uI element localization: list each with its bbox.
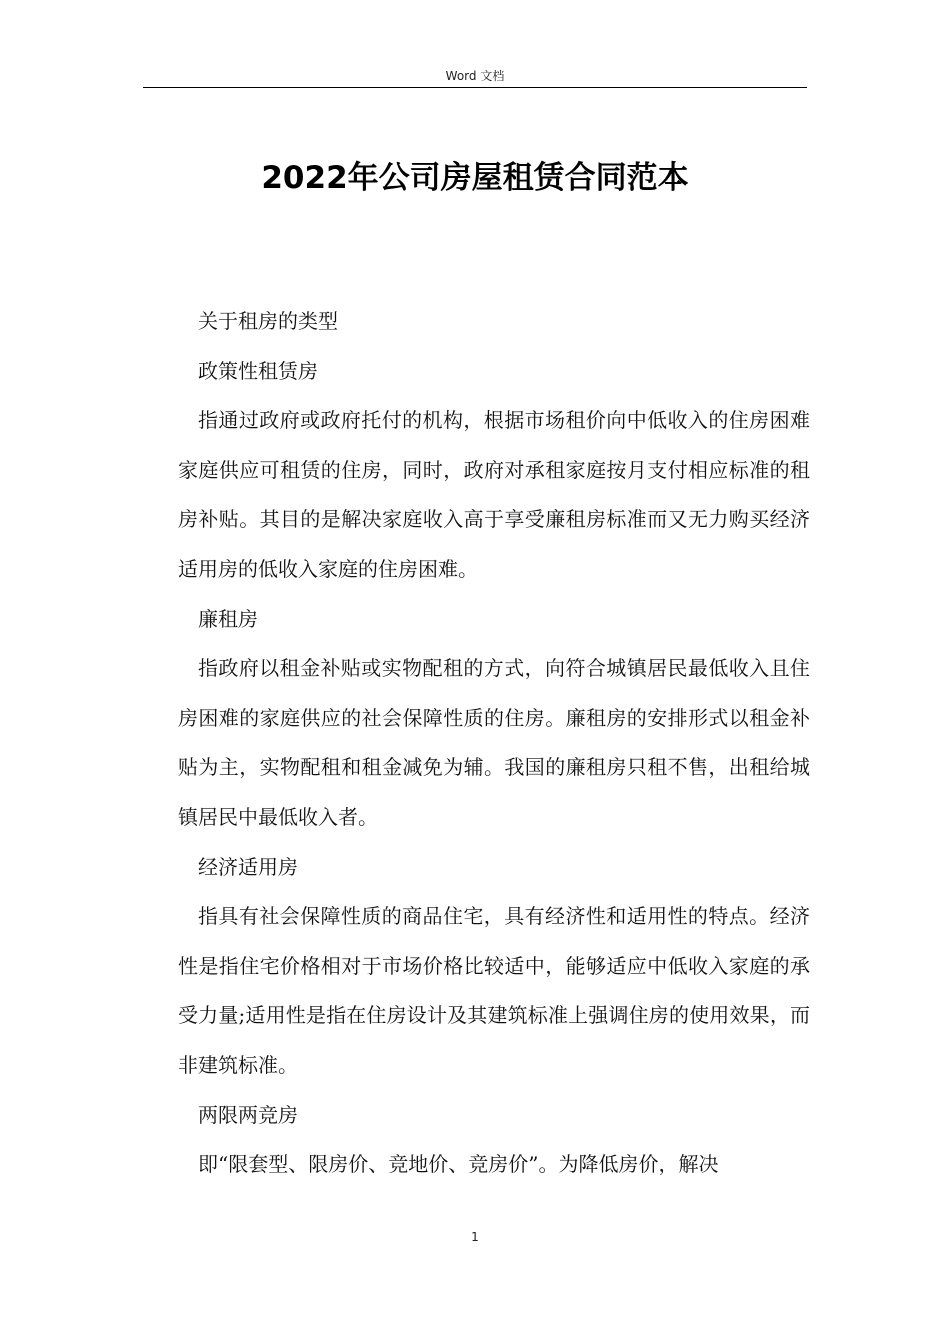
paragraph-low-rent-definition: 指政府以租金补贴或实物配租的方式，向符合城镇居民最低收入且住房困难的家庭供应的社会保障性质的住房。廉租房的安排形式以租金补贴为主，实物配租和租金减免为辅。我国的廉租房只租不售，出租给城镇居民中最低收入者。 [178, 656, 810, 829]
paragraph-subheading-low-rent: 廉租房 [198, 606, 258, 631]
paragraph-policy-rental-definition: 指通过政府或政府托付的机构，根据市场租价向中低收入的住房困难家庭供应可租赁的住房，同时，政府对承租家庭按月支付相应标准的租房补贴。其目的是解决家庭收入高于享受廉租房标准而又无力购买经济适用房的低收入家庭的住房困难。 [178, 408, 810, 581]
document-body [178, 297, 810, 1190]
paragraph-subheading-policy-rental: 政策性租赁房 [198, 358, 318, 383]
page-number: 1 [471, 1230, 479, 1244]
paragraph-section-heading: 关于租房的类型 [198, 309, 338, 333]
paragraph-affordable-definition: 指具有社会保障性质的商品住宅，具有经济性和适用性的特点。经济性是指住宅价格相对于市场价格比较适中，能够适应中低收入家庭的承受力量;适用性是指在住房设计及其建筑标准上强调住房的使用效果，而非建筑标准。 [178, 904, 810, 1077]
page-header-label: Word 文档 [445, 69, 505, 83]
paragraph-subheading-affordable: 经济适用房 [198, 854, 298, 879]
paragraph-two-limit-definition: 即“限套型、限房价、竞地价、竞房价”。为降低房价，解决 [198, 1152, 719, 1177]
header-rule [143, 87, 807, 88]
paragraph-subheading-two-limit: 两限两竞房 [198, 1102, 298, 1127]
document-title: 2022年公司房屋租赁合同范本 [261, 160, 689, 196]
